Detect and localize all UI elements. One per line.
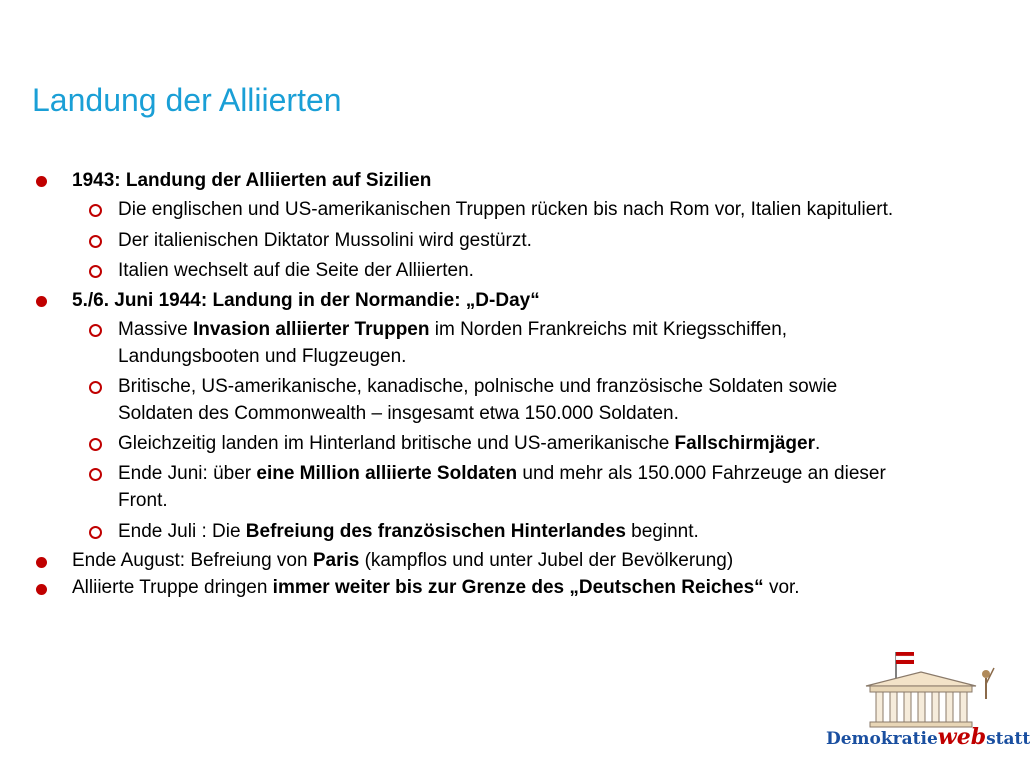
logo-text-demokratie: Demokratie <box>826 729 938 749</box>
bullet-text-bold: eine Million alliierte Soldaten <box>256 463 518 484</box>
demokratiewebstatt-logo <box>826 644 1030 760</box>
sub-bullet-item <box>36 226 906 256</box>
sub-bullet-item <box>36 430 906 457</box>
bullet-text: (kampflos und unter Jubel der Bevölkerung) <box>359 550 734 571</box>
bullet-text: beginnt. <box>625 521 699 542</box>
parliament-building-icon <box>826 644 1012 734</box>
sub-bullet-item <box>36 316 906 370</box>
bullet-text-bold: Paris <box>312 550 360 571</box>
bullet-text: Der italienischen Diktator Mussolini wird gestürzt. <box>118 230 532 251</box>
bullet-item <box>36 547 906 574</box>
logo-text <box>826 724 1030 750</box>
bullet-item <box>36 166 906 196</box>
bullet-text: vor. <box>763 577 800 598</box>
bullet-text-bold: Fallschirmjäger <box>674 433 815 454</box>
hollow-circle-bullet-icon <box>89 204 102 217</box>
bullet-text: Ende Juni: über <box>118 463 257 484</box>
logo-text-web: web <box>937 724 987 750</box>
filled-circle-bullet-icon <box>36 557 47 568</box>
hollow-circle-bullet-icon <box>89 526 102 539</box>
bullet-text: und mehr als 150.000 Fahrzeuge an dieser Front. <box>118 463 886 511</box>
bullet-text: Ende Juli : Die <box>118 521 246 542</box>
bullet-text-bold: 1943: Landung der Alliierten auf Sizilien <box>72 170 432 191</box>
bullet-text: . <box>815 433 821 454</box>
sub-bullet-item <box>36 256 906 286</box>
bullet-text: Alliierte Truppe dringen <box>72 577 273 598</box>
bullet-text-bold: immer weiter bis zur Grenze des „Deutschen Reiches“ <box>272 577 764 598</box>
logo-text-statt: statt <box>986 729 1030 749</box>
bullet-item <box>36 574 906 601</box>
bullet-item <box>36 286 906 316</box>
bullet-text: Italien wechselt auf die Seite der Alliierten. <box>118 260 474 281</box>
hollow-circle-bullet-icon <box>89 235 102 248</box>
filled-circle-bullet-icon <box>36 584 47 595</box>
bullet-text: Ende August: Befreiung von <box>72 550 313 571</box>
bullet-text: Britische, US-amerikanische, kanadische, polnische und französische Soldaten sowie Soldaten des Commonwealth – insgesamt etwa 150.000 Soldaten. <box>118 376 838 424</box>
sub-bullet-item <box>36 460 906 514</box>
bullet-text: Gleichzeitig landen im Hinterland britische und US-amerikanische <box>118 433 675 454</box>
hollow-circle-bullet-icon <box>89 438 102 451</box>
hollow-circle-bullet-icon <box>89 381 102 394</box>
bullet-text-bold: 5./6. Juni 1944: Landung in der Normandie: „D-Day“ <box>72 290 540 311</box>
filled-circle-bullet-icon <box>36 176 47 187</box>
bullet-list <box>36 166 906 601</box>
bullet-text: Die englischen und US-amerikanischen Truppen rücken bis nach Rom vor, Italien kapituliert. <box>118 199 894 220</box>
bullet-text: Massive <box>118 319 193 340</box>
sub-bullet-item <box>36 517 906 547</box>
bullet-text-bold: Invasion alliierter Truppen <box>192 319 430 340</box>
slide-title: Landung der Alliierten <box>32 82 342 118</box>
bullet-text-bold: Befreiung des französischen Hinterlandes <box>245 521 626 542</box>
sub-bullet-item <box>36 373 906 427</box>
bullet-text: im Norden Frankreichs mit Kriegsschiffen, Landungsbooten und Flugzeugen. <box>118 319 788 367</box>
hollow-circle-bullet-icon <box>89 265 102 278</box>
hollow-circle-bullet-icon <box>89 468 102 481</box>
hollow-circle-bullet-icon <box>89 324 102 337</box>
sub-bullet-item <box>36 196 906 223</box>
filled-circle-bullet-icon <box>36 296 47 307</box>
